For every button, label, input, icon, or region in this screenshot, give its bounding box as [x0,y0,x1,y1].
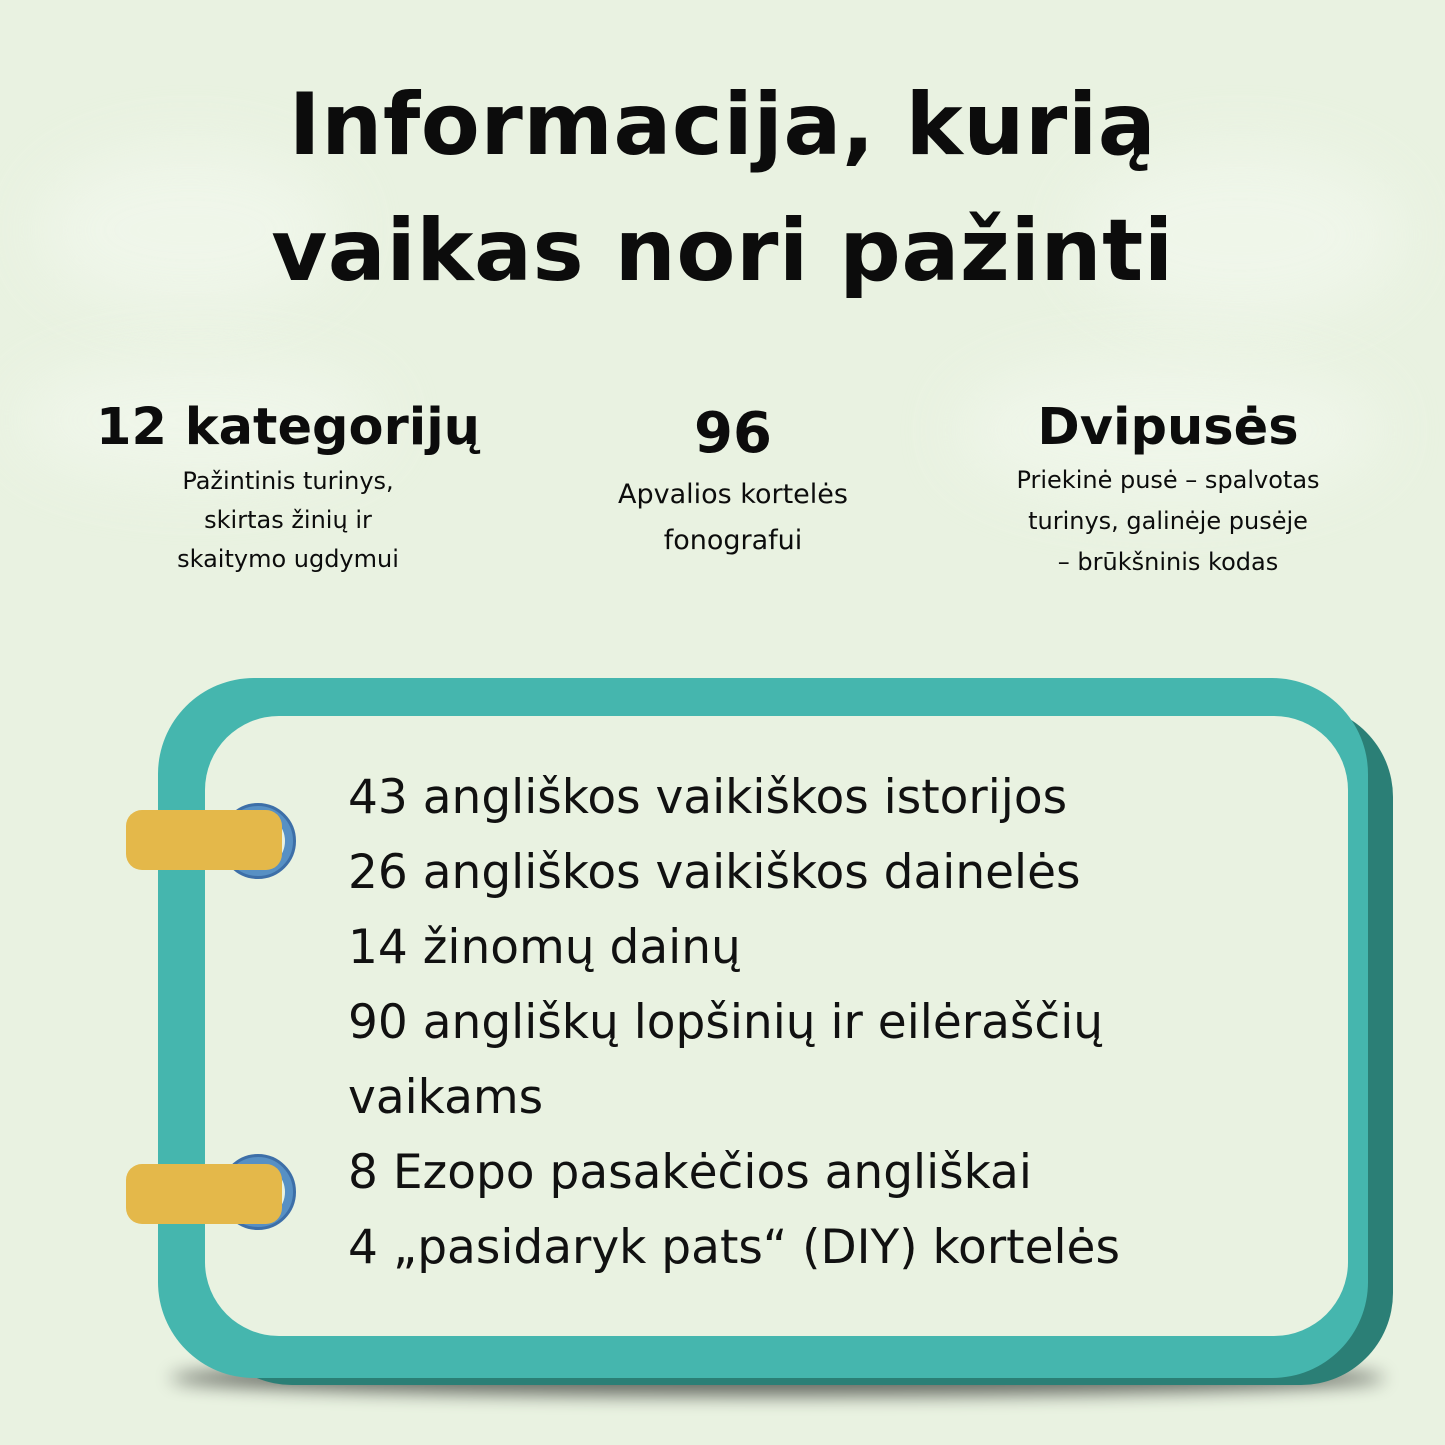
title-line-1: Informacija, kurią [288,75,1157,175]
stat-description-line: – brūkšninis kodas [1057,548,1279,576]
list-item: 14 žinomų dainų [348,920,741,975]
stat-value: 12 kategorijų [96,398,480,457]
stat-double-sided [968,398,1368,583]
stat-description-line: turinys, galinėje pusėje [1028,507,1308,535]
stat-description-line: skirtas žinių ir [204,506,372,534]
stat-description [88,462,488,579]
stat-value: 96 [694,401,772,466]
list-item: 8 Ezopo pasakėčios angliškai [348,1145,1032,1200]
page-title [0,62,1445,314]
list-item: 4 „pasidaryk pats“ (DIY) kortelės [348,1220,1120,1275]
stat-description [533,472,933,564]
title-line-2: vaikas nori pažinti [271,201,1174,301]
list-item: 26 angliškos vaikiškos dainelės [348,845,1081,900]
stat-description-line: Pažintinis turinys, [182,467,394,495]
stat-value: Dvipusės [1037,398,1299,457]
list-item: 43 angliškos vaikiškos istorijos [348,770,1068,825]
feature-list [348,760,1338,1285]
stat-categories [88,398,488,579]
stat-description-line: Apvalios kortelės [618,479,848,510]
stat-description-line: fonografui [663,525,803,556]
stat-description [968,460,1368,583]
list-item: vaikams [348,1070,544,1125]
binder-ring-icon [126,1164,282,1224]
stat-cards [533,401,933,564]
binder-ring-icon [126,810,282,870]
stat-description-line: skaitymo ugdymui [177,545,399,573]
list-item: 90 angliškų lopšinių ir eilėraščių [348,995,1104,1050]
stat-description-line: Priekinė pusė – spalvotas [1016,466,1320,494]
